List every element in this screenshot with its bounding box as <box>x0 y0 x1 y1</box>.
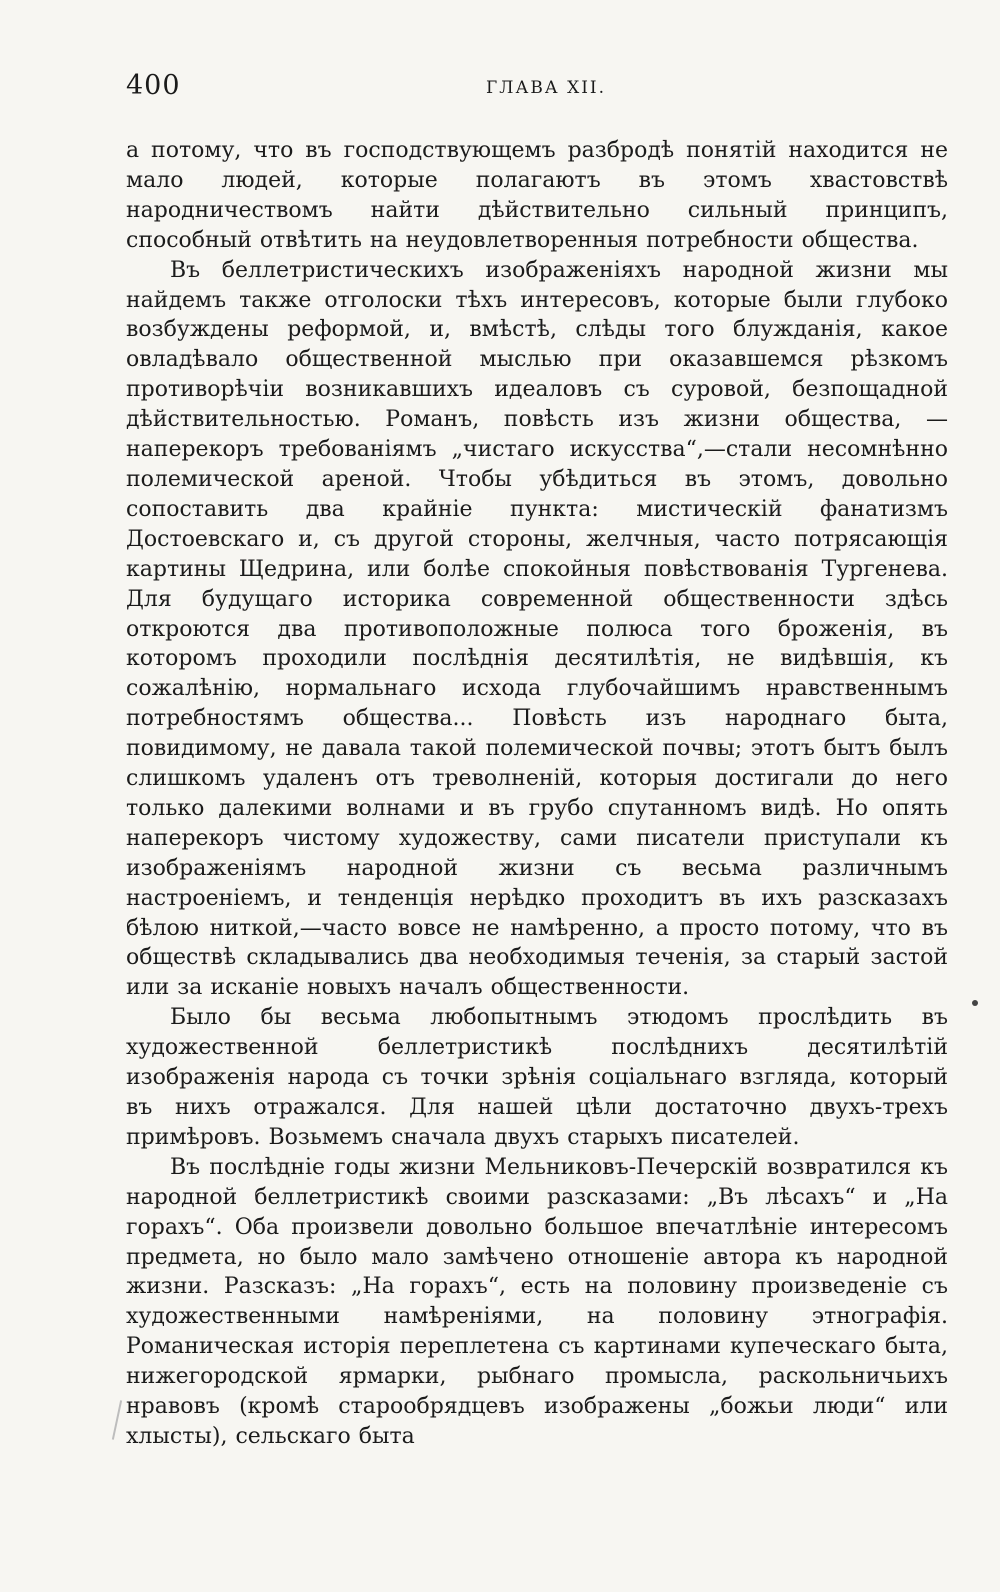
chapter-heading: ГЛАВА XII. <box>486 78 607 98</box>
page-number: 400 <box>126 70 181 101</box>
paragraph-1: а потому, что въ господствующемъ разбродѣ понятій находится не мало людей, которые полагаютъ въ этомъ хвастовствѣ народничествомъ найти дѣйствительно сильный принципъ, способный отвѣтить на неудовлетворенныя потребности общества. <box>126 138 948 253</box>
margin-pencil-mark <box>112 1400 122 1440</box>
paragraph-2: Въ беллетристическихъ изображеніяхъ народной жизни мы найдемъ также отголоски тѣхъ интересовъ, которые были глубоко возбуждены реформой, и, вмѣстѣ, слѣды того блужданія, какое овладѣвало общественной мыслью при оказавшемся рѣзкомъ противорѣчіи возникавшихъ идеаловъ съ суровой, безпощадной дѣйствительностью. Романъ, повѣсть изъ жизни общества, — наперекоръ требованіямъ „чистаго искусства“,—стали несомнѣнно полемической ареной. Чтобы убѣдиться въ этомъ, довольно сопоставить два крайніе пункта: мистическій фанатизмъ Достоевскаго и, съ другой стороны, желчныя, часто потрясающія картины Щедрина, или болѣе спокойныя повѣствованія Тургенева. Для будущаго историка современной общественности здѣсь откроются два противоположные полюса того броженія, въ которомъ проходили послѣднія десятилѣтія, не видѣвшія, къ сожалѣнію, нормальнаго исхода глубочайшимъ нравственнымъ потребностямъ общества... Повѣсть изъ народнаго быта, повидимому, не давала такой полемической почвы; этотъ бытъ былъ слишкомъ удаленъ отъ треволненій, которыя достигали до него только далекими волнами и въ грубо спутанномъ видѣ. Но опять наперекоръ чистому художеству, сами писатели приступали къ изображеніямъ народной жизни съ весьма различнымъ настроеніемъ, и тенденція нерѣдко проходитъ въ ихъ разсказахъ бѣлою ниткой,—часто вовсе не намѣренно, а просто потому, что въ обществѣ складывались два необходимыя теченія, за старый застой или за исканіе новыхъ началъ общественности. <box>126 257 948 1001</box>
body-text <box>126 136 948 1452</box>
ink-spot <box>972 1000 978 1006</box>
page-header <box>126 70 948 126</box>
paragraph-3: Было бы весьма любопытнымъ этюдомъ прослѣдить въ художественной беллетристикѣ послѣднихъ десятилѣтій изображенія народа съ точки зрѣнія соціальнаго взгляда, который въ нихъ отражался. Для нашей цѣли достаточно двухъ-трехъ примѣровъ. Возьмемъ сначала двухъ старыхъ писателей. <box>126 1005 948 1150</box>
paragraph-4: Въ послѣдніе годы жизни Мельниковъ-Печерскій возвратился къ народной беллетристикѣ своими разсказами: „Въ лѣсахъ“ и „На горахъ“. Оба произвели довольно большое впечатлѣніе интересомъ предмета, но было мало замѣчено отношеніе автора къ народной жизни. Разсказъ: „На горахъ“, есть на половину произведеніе съ художественными намѣреніями, на половину этнографія. Романическая исторія переплетена съ картинами купеческаго быта, нижегородской ярмарки, рыбнаго промысла, раскольничьихъ нравовъ (кромѣ старообрядцевъ изображены „божьи люди“ или хлысты), сельскаго быта <box>126 1154 948 1449</box>
